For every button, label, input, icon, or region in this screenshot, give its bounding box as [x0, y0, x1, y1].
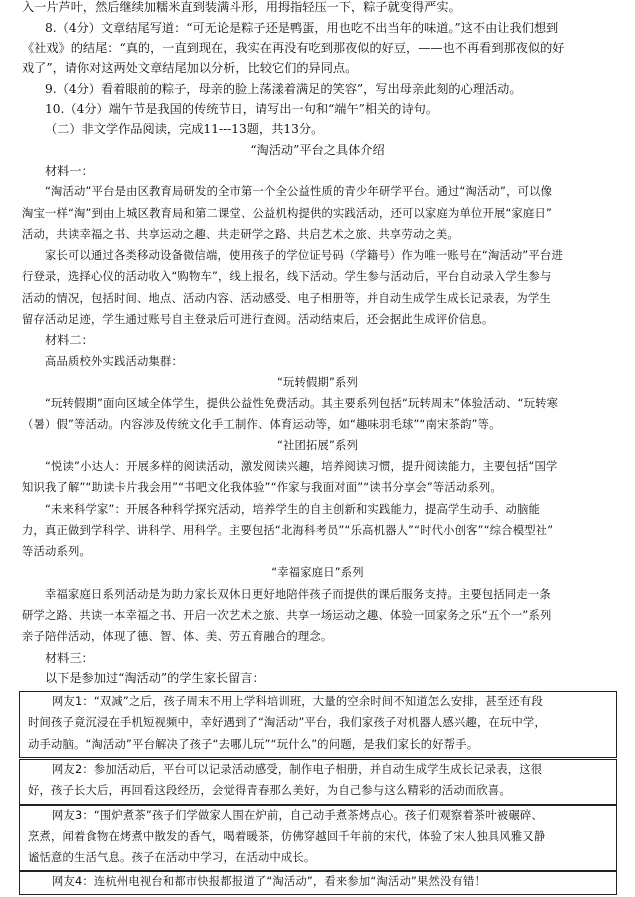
text-line: 研学之路、共读一本幸福之书、开启一次艺术之旅、共享一场运动之趣、体验一回家务之乐“五个一”系列 — [22, 608, 552, 622]
text-line: “悦读”小达人：开展多样的阅读活动，激发阅读兴趣，培养阅读习惯，提升阅读能力，主要包括“国学 — [45, 459, 558, 473]
text-line: 家长可以通过各类移动设备微信端，使用孩子的学位证号码（学籍号）作为唯一账号在“淘活动”平台进 — [45, 249, 563, 263]
material-1-label: 材料一： — [45, 163, 94, 178]
comment-line: 烹煮，闻着食物在烤煮中散发的香气，喝着暖茶，仿佛穿越回千年前的宋代，体验了宋人独具风雅又静 — [28, 830, 546, 844]
text-line: 以下是参加过“淘活动”的学生家长留言： — [45, 670, 265, 685]
text-line: 幸福家庭日系列活动是为助力家长双休日更好地陪伴孩子而提供的课后服务支持。主要包括同走一条 — [45, 587, 551, 601]
text-line: 知识我了解”“助读卡片我会用”“书吧文化我体验”“作家与我面对面”“读书分享会”等活动系列。 — [22, 481, 502, 495]
series-heading: “玩转假期”系列 — [276, 375, 359, 389]
comment-line: 网友2：参加活动后，平台可以记录活动感受，制作电子相册，并自动生成学生成长记录表，这很 — [52, 762, 543, 776]
text-line: “未来科学家”：开展各种科学探究活动，培养学生的自主创新和实践能力，提高学生动手、动脑能 — [45, 502, 540, 516]
comment-line: 谧恬意的生活气息。孩子在活动中学习，在活动中成长。 — [28, 851, 316, 865]
comment-box-4 — [19, 870, 617, 895]
text-line: （暑）假”等活动。内容涉及传统文化手工制作、体育运动等，如“趣味羽毛球”“南宋茶韵”等。 — [22, 418, 501, 432]
series-heading: “社团拓展”系列 — [276, 438, 359, 452]
text-line: 等活动系列。 — [22, 545, 91, 559]
question-10: 10.（4分）端午节是我国的传统节日，请写出一句和“端午”相关的诗句。 — [45, 101, 439, 116]
text-line: 高品质校外实践活动集群： — [45, 354, 183, 368]
text-line: 戏了”，请你对这两处文章结尾加以分析，比较它们的异同点。 — [22, 61, 358, 76]
text-line: 力，真正做到学科学、讲科学、用科学。主要包括“北海科考员”“乐高机器人”“时代小创客”“综合模型社” — [22, 523, 554, 537]
comment-line: 动手动脑。“淘活动”平台解决了孩子“去哪儿玩”“玩什么”的问题，是我们家长的好帮手。 — [28, 737, 479, 751]
comment-box-3 — [19, 805, 617, 873]
comment-line: 好，孩子长大后，再回看这段经历，会觉得青春那么美好，为自己参与这么精彩的活动而欣喜。 — [28, 783, 511, 797]
section-heading: （二）非文学作品阅读，完成11---13题，共13分。 — [45, 122, 324, 137]
comment-box-1 — [19, 691, 617, 759]
article-title: “淘活动”平台之具体介绍 — [250, 142, 385, 157]
text-line: 活动，共读幸福之书、共享运动之趣、共走研学之路、共启艺术之旅、共享劳动之美。 — [22, 227, 459, 241]
text-line: “玩转假期”面向区域全体学生，提供公益性免费活动。其主要系列包括“玩转周末”体验活动、“玩转寒 — [45, 397, 559, 411]
comment-line: 网友4：连杭州电视台和都市快报都报道了“淘活动”，看来参加“淘活动”果然没有错！ — [52, 874, 486, 888]
comment-line: 网友1：“双减”之后，孩子周末不用上学科培训班，大量的空余时间不知道怎么安排，甚至还有段 — [52, 694, 543, 708]
material-2-label: 材料二： — [45, 333, 94, 348]
material-3-label: 材料三： — [45, 650, 94, 665]
comment-line: 时间孩子竟沉浸在手机短视频中，幸好遇到了“淘活动”平台，我们家孩子对机器人感兴趣，在玩中学， — [28, 716, 546, 730]
question-8: 8.（4分）文章结尾写道：“可无论是粽子还是鸭蛋，用也吃不出当年的味道。”这不由让我们想到 — [45, 20, 559, 35]
comment-line: 网友3：“围炉煮茶”孩子们学做家人围在炉前，自己动手煮茶烤点心。孩子们观察着茶叶被碾碎、 — [52, 808, 543, 822]
text-line: 活动的情况，包括时间、地点、活动内容、活动感受、电子相册等，并自动生成学生成长记录表，为学生 — [22, 291, 551, 305]
text-line: 亲子陪伴活动，体现了德、智、体、美、劳五育融合的理念。 — [22, 630, 333, 644]
text-line: 《社戏》的结尾：“真的，一直到现在，我实在再没有吃到那夜似的好豆，——也不再看到那夜似的好 — [22, 40, 565, 55]
text-line: 留存活动足迹，学生通过账号自主登录后可进行查阅。活动结束后，还会据此生成评价信息。 — [22, 312, 494, 326]
text-line: “淘活动”平台是由区教育局研发的全市第一个全公益性质的青少年研学平台。通过“淘活动”，可以像 — [45, 185, 553, 199]
text-line: 淘宝一样“淘”到由上城区教育局和第二课堂、公益机构提供的实践活动，还可以家庭为单位开展“家庭日” — [22, 206, 553, 220]
text-line: 行登录，选择心仪的活动收入“购物车”，线上报名，线下活动。学生参与活动后，平台自动录入学生参与 — [22, 270, 552, 284]
question-9: 9.（4分）看着眼前的粽子，母亲的脸上荡漾着满足的笑容”，写出母亲此刻的心理活动。 — [45, 81, 522, 96]
series-heading: “幸福家庭日”系列 — [271, 566, 364, 580]
text-line: 入一片芦叶，然后继续加糯米直到装满斗形，用拇指轻压一下，粽子就变得严实。 — [22, 0, 461, 15]
comment-box-2 — [19, 759, 617, 805]
